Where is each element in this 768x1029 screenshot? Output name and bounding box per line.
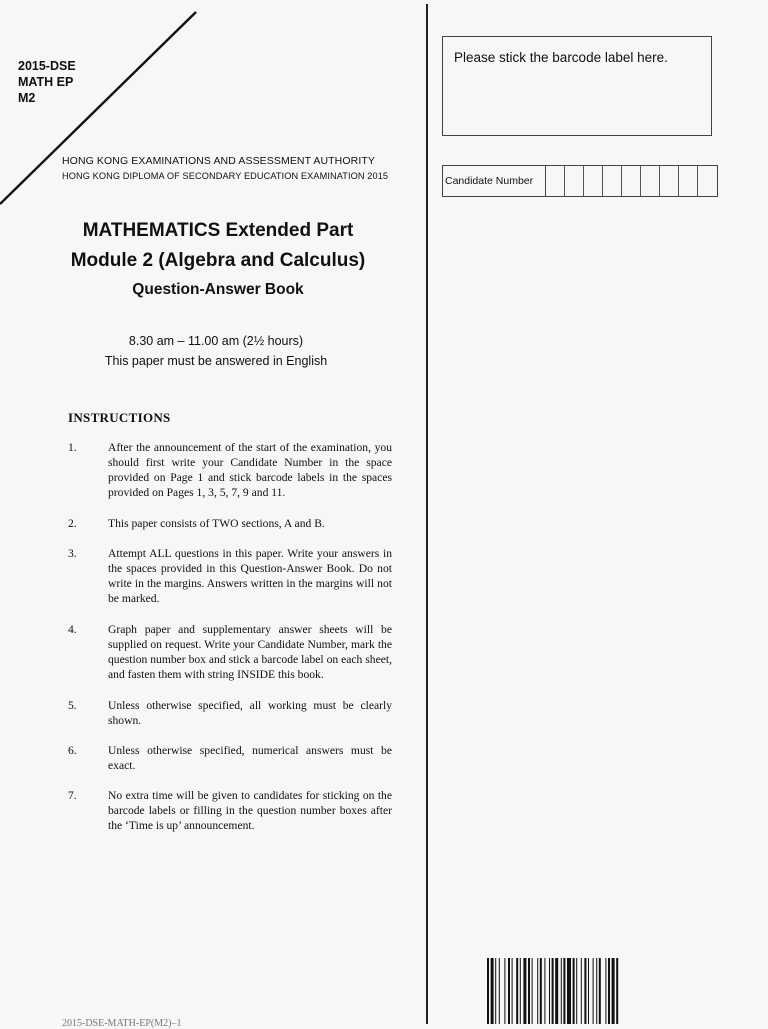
instruction-item [66,546,392,606]
instruction-number: 3. [68,547,77,560]
barcode-bar [555,958,558,1024]
barcode-bar [588,958,589,1024]
authority-header [62,155,418,181]
barcode-bar [520,958,521,1024]
instruction-item [66,440,392,500]
instruction-item [66,622,392,682]
barcode-bar [512,958,513,1024]
candidate-number-cell [546,166,565,196]
barcode-bar [532,958,533,1024]
barcode-bar [516,958,518,1024]
barcode-bar [540,958,542,1024]
barcode-bar [537,958,538,1024]
candidate-number-cell [679,166,698,196]
instruction-number: 1. [68,441,77,454]
candidate-number-cell [603,166,622,196]
candidate-number-cell [698,166,717,196]
barcode-bar [549,958,550,1024]
instruction-number: 6. [68,744,77,757]
instruction-number: 4. [68,623,77,636]
barcode-bar [561,958,562,1024]
instruction-text: Graph paper and supplementary answer sheets will be supplied on request. Write your Candidate Number, mark the question number box and stick a barcode label on each sheet, and fasten them with string INSIDE this book. [108,623,392,681]
instruction-text: After the announcement of the start of the examination, you should first write your Candidate Number in the space provided on Page 1 and stick barcode labels in the spaces provided on Pages 1, 3, 5, 7, 9 and 11. [108,441,392,499]
barcode-bar [596,958,597,1024]
instructions-heading: INSTRUCTIONS [68,410,171,425]
barcode-label-box [442,36,712,136]
barcode-bar [528,958,530,1024]
candidate-number-cell [584,166,603,196]
page-divider [426,4,428,1024]
instruction-text: Unless otherwise specified, all working must be clearly shown. [108,699,392,727]
instruction-text: Attempt ALL questions in this paper. Write your answers in the spaces provided in this Question-Answer Book. Do not write in the margins. Answers written in the margins will not be marked. [108,547,392,605]
barcode-bar [499,958,500,1024]
barcode-bar [593,958,594,1024]
exam-name: HONG KONG DIPLOMA OF SECONDARY EDUCATION EXAMINATION 2015 [62,171,389,181]
language-note: This paper must be answered in English [104,354,328,368]
instructions-list [66,440,392,833]
instruction-text: Unless otherwise specified, numerical answers must be exact. [108,744,392,772]
barcode-bar [487,958,489,1024]
candidate-number-cell [565,166,584,196]
title-block [0,220,436,299]
instruction-text: This paper consists of TWO sections, A and B. [108,517,325,530]
barcode-bar [504,958,505,1024]
barcode-bar [616,958,618,1024]
paper-code [18,58,76,106]
barcode-bar [573,958,575,1024]
candidate-number-row [442,165,718,197]
instruction-item [66,743,392,773]
candidate-number-cell [622,166,641,196]
barcode-label-instruction: Please stick the barcode label here. [454,50,668,65]
instruction-number: 7. [68,789,77,802]
page-footer: 2015-DSE-MATH-EP(M2)–1 [62,1018,182,1029]
exam-time: 8.30 am – 11.00 am (2½ hours) [128,334,304,348]
book-title: Question-Answer Book [132,281,304,298]
printed-barcode [487,958,711,1024]
barcode-bar [608,958,610,1024]
paper-code-line: MATH EP [18,75,74,89]
subject-title: MATHEMATICS Extended Part [82,220,354,241]
barcode-bar [612,958,615,1024]
instruction-item [66,698,392,728]
barcode-bar [552,958,554,1024]
paper-code-line: M2 [18,91,36,105]
instruction-item [66,788,392,833]
candidate-number-cell [660,166,679,196]
barcode-bar [491,958,494,1024]
barcode-bar [523,958,526,1024]
exam-time-block [0,331,432,371]
instruction-text: No extra time will be given to candidates for sticking on the barcode labels or filling in the question number boxes after the ‘Time is up’ announcement. [108,789,392,832]
barcode-bar [605,958,606,1024]
barcode-bar [567,958,571,1024]
module-title: Module 2 (Algebra and Calculus) [70,250,366,271]
barcode-bar [576,958,577,1024]
authority-name: HONG KONG EXAMINATIONS AND ASSESSMENT AUTHORITY [62,155,375,167]
paper-code-line: 2015-DSE [18,59,76,73]
instruction-number: 2. [68,517,77,530]
barcode-bar [563,958,565,1024]
barcode-bar [495,958,496,1024]
candidate-number-cell [641,166,660,196]
candidate-number-label: Candidate Number [443,166,546,196]
instruction-item [66,516,392,531]
instruction-number: 5. [68,699,77,712]
barcode-bar [581,958,582,1024]
barcode-bar [508,958,510,1024]
barcode-bar [584,958,586,1024]
barcode-bar [599,958,601,1024]
barcode-bar [544,958,545,1024]
